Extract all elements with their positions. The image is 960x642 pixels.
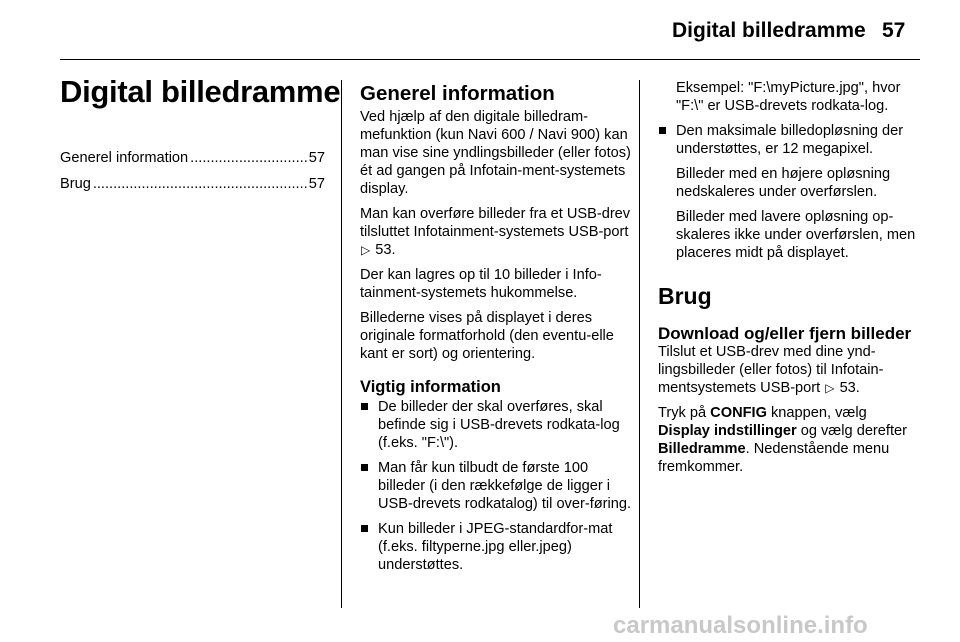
column-divider-left [341, 80, 342, 608]
section-heading-usage: Brug [658, 283, 712, 309]
bullet-square-icon [361, 525, 368, 532]
page-reference[interactable]: 53. [839, 380, 860, 396]
bullet-list [658, 122, 922, 158]
toc-entry[interactable] [60, 176, 325, 202]
paragraph: Der kan lagres op til 10 billeder i Info-tainment-systemets hukommelse. [360, 267, 602, 301]
paragraph: Billederne vises på displayet i deres originale formatforhold (den eventu-elle kant er sort) og orientering. [360, 310, 614, 362]
page-number: 57 [882, 19, 906, 42]
list-item: Kun billeder i JPEG-standardfor-mat (f.eks. filtyperne.jpg eller.jpeg) understøttes. [360, 520, 632, 574]
paragraph: Billeder med en højere opløsning nedskaleres under overførslen. [676, 166, 891, 200]
toc-entry-page: 57 [308, 176, 325, 192]
bullet-square-icon [361, 403, 368, 410]
toc-entry-label: Brug [60, 176, 91, 192]
toc-leader-dots [190, 150, 307, 166]
page-reference[interactable]: 53. [375, 242, 396, 258]
watermark: carmanualsonline.info [613, 612, 868, 639]
menu-name-picture-frame: Billedramme [658, 441, 746, 457]
toc-entry-label: Generel information [60, 150, 189, 166]
paragraph: Man kan overføre billeder fra et USB-drev tilsluttet Infotainment-systemets USB-port ▷ 53. [360, 206, 631, 258]
list-item: Den maksimale billedopløsning der understøttes, er 12 megapixel. [658, 122, 922, 158]
toc-entry[interactable] [60, 150, 325, 176]
cross-reference-arrow-icon: ▷ [825, 381, 835, 395]
paragraph: Tilslut et USB-drev med dine ynd-lingsbilleder (eller fotos) til Infotain-mentsystemets USB-port ▷ 53. [658, 344, 884, 396]
subheading-important-information: Vigtig information [360, 378, 501, 396]
menu-name-display-settings: Display indstillinger [658, 423, 797, 439]
toc-entry-page: 57 [308, 150, 325, 166]
bullet-list [360, 398, 632, 574]
paragraph: Eksempel: "F:\myPicture.jpg", hvor "F:\" er USB-drevets rodkata-log. [676, 80, 901, 114]
toc-leader-dots [93, 176, 307, 192]
section-heading-general-information: Generel information [360, 82, 555, 105]
list-item: Man får kun tilbudt de første 100 billeder (i den rækkefølge de ligger i USB-drevets rodkatalog) til over-føring. [360, 459, 632, 513]
paragraph: Billeder med lavere opløsning op-skaleres ikke under overførslen, men placeres midt på displayet. [676, 209, 916, 261]
bullet-square-icon [659, 127, 666, 134]
chapter-title: Digital billedramme [60, 74, 341, 109]
subheading-download-remove: Download og/eller fjern billeder [658, 324, 912, 343]
button-name-config: CONFIG [710, 405, 767, 421]
table-of-contents [60, 150, 325, 202]
column-usage [658, 79, 922, 483]
paragraph: Tryk på CONFIG knappen, vælg Display indstillinger og vælg derefter Billedramme. Nedenstående menu fremkommer. [658, 405, 907, 475]
header-rule [60, 59, 920, 60]
running-header-title: Digital billedramme [672, 19, 866, 42]
column-general-information [360, 80, 632, 581]
bullet-square-icon [361, 464, 368, 471]
cross-reference-arrow-icon: ▷ [361, 243, 371, 257]
paragraph: Ved hjælp af den digitale billedram-mefunktion (kun Navi 600 / Navi 900) kan man vise sine yndlingsbilleder (eller fotos) ét ad gangen på Infotain-ment-systemets display. [360, 109, 631, 197]
list-item: De billeder der skal overføres, skal befinde sig i USB-drevets rodkata-log (f.eks. "F:\"). [360, 398, 632, 452]
column-divider-right [639, 80, 640, 608]
